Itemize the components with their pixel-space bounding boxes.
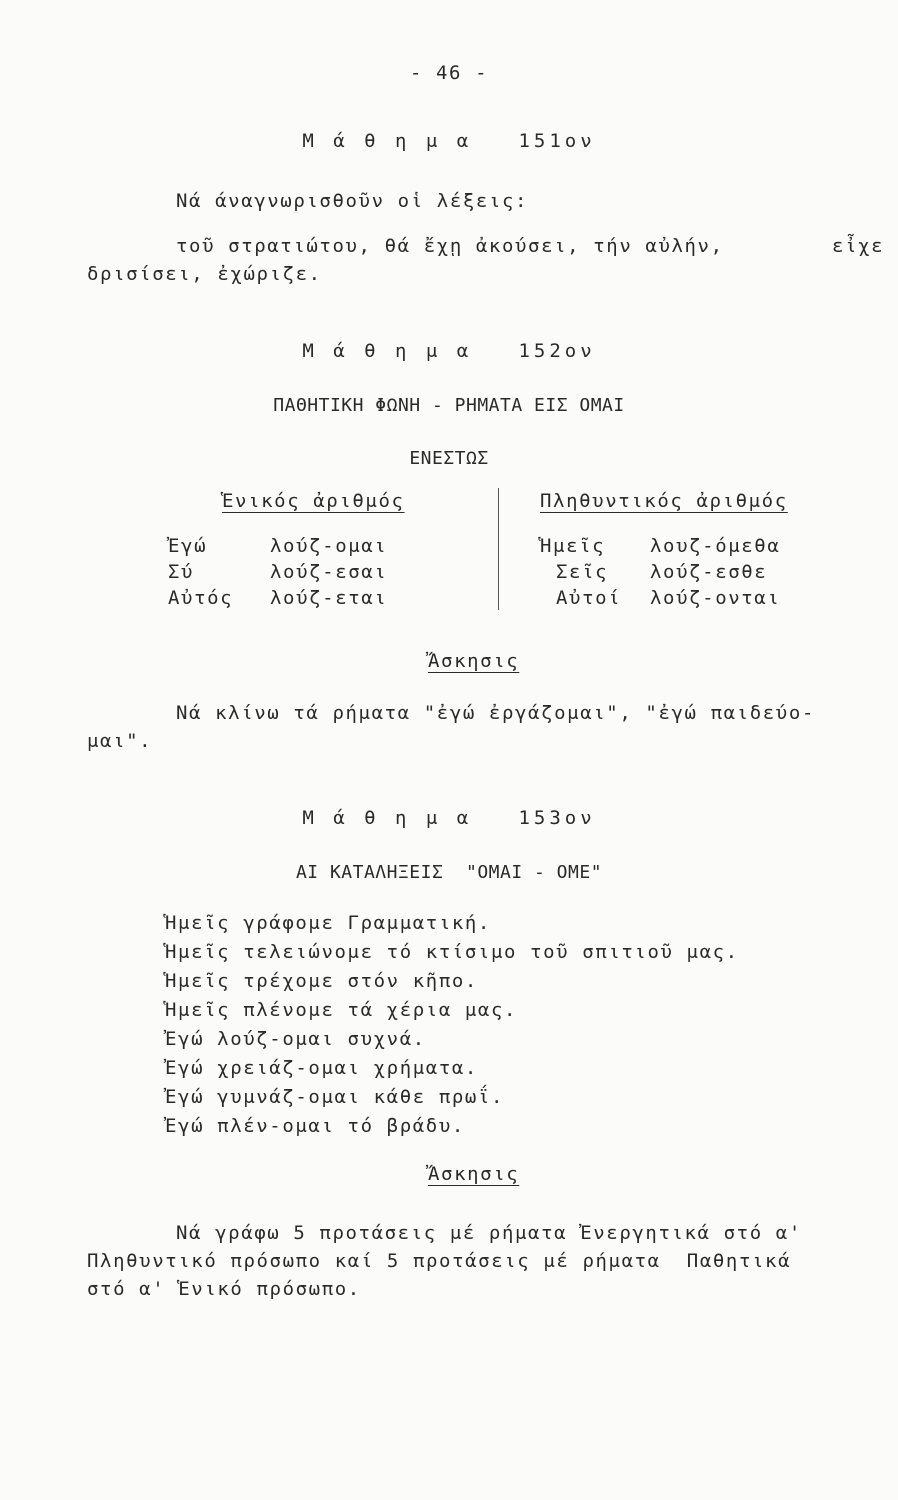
example-sentence: Ἐγώ πλέν-ομαι τό βράδυ.: [165, 1115, 465, 1137]
plural-pronoun: Σεῖς: [556, 561, 609, 583]
lesson-151-title: Μ ά θ η μ α 151ον: [302, 130, 596, 152]
table-divider: [498, 488, 499, 610]
singular-pronoun: Ἐγώ: [168, 535, 208, 557]
exercise-text-line1: Νά κλίνω τά ρήματα "ἐγώ ἐργάζομαι", "ἐγώ παιδεύο-: [176, 702, 815, 724]
lesson-151-words-line1-end: εἶχε: [832, 235, 885, 257]
example-sentence: Ἐγώ χρειάζ-ομαι χρήματα.: [165, 1057, 478, 1079]
exercise-title: Ἄσκησις: [428, 1163, 520, 1185]
lesson-151-words-line1: τοῦ στρατιώτου, θά ἔχῃ ἀκούσει, τήν αὐλήν,: [176, 235, 724, 257]
plural-header: Πληθυντικός ἀριθμός: [540, 490, 788, 512]
singular-header: Ἑνικός ἀριθμός: [222, 490, 405, 512]
lesson-151-words-line2: δρισίσει, ἐχώριζε.: [87, 263, 322, 285]
exercise-title: Ἄσκησις: [428, 650, 520, 672]
lesson-152-subtitle: ΠΑΘΗΤΙΚΗ ΦΩΝΗ - ΡΗΜΑΤΑ ΕΙΣ ΟΜΑΙ: [273, 395, 625, 416]
lesson-152-title: Μ ά θ η μ α 152ον: [302, 340, 596, 362]
plural-pronoun: Ἡμεῖς: [540, 535, 606, 557]
lesson-153-subtitle: ΑΙ ΚΑΤΑΛΗΞΕΙΣ "ΟΜΑΙ - ΟΜΕ": [295, 862, 603, 883]
exercise-text-line2: Πληθυντικό πρόσωπο καί 5 προτάσεις μέ ρήματα Παθητικά: [87, 1250, 792, 1272]
singular-verb: λούζ-εται: [270, 587, 388, 609]
singular-verb: λούζ-ομαι: [270, 535, 388, 557]
plural-pronoun: Αὐτοί: [556, 587, 622, 609]
singular-pronoun: Αὐτός: [168, 587, 234, 609]
example-sentence: Ἡμεῖς τελειώνομε τό κτίσιμο τοῦ σπιτιοῦ μας.: [165, 941, 739, 963]
example-sentence: Ἡμεῖς γράφομε Γραμματική.: [165, 912, 491, 934]
singular-verb: λούζ-εσαι: [270, 561, 388, 583]
exercise-text-line3: στό α' Ἑνικό πρόσωπο.: [87, 1278, 361, 1300]
singular-pronoun: Σύ: [168, 561, 195, 583]
exercise-text-line1: Νά γράφω 5 προτάσεις μέ ρήματα Ἐνεργητικά στό α': [176, 1222, 802, 1244]
lesson-151-instruction: Νά άναγνωρισθοῦν οἱ λέξεις:: [176, 190, 529, 212]
example-sentence: Ἐγώ γυμνάζ-ομαι κάθε πρωΐ.: [165, 1086, 505, 1108]
example-sentence: Ἐγώ λούζ-ομαι συχνά.: [165, 1028, 426, 1050]
page-number: - 46 -: [409, 62, 489, 84]
example-sentence: Ἡμεῖς πλένομε τά χέρια μας.: [165, 999, 518, 1021]
example-sentence: Ἡμεῖς τρέχομε στόν κῆπο.: [165, 970, 478, 992]
exercise-text-line2: μαι".: [87, 730, 153, 752]
lesson-153-title: Μ ά θ η μ α 153ον: [302, 807, 596, 829]
plural-verb: λούζ-ονται: [650, 587, 781, 609]
tense-heading: ΕΝΕΣΤΩΣ: [409, 448, 489, 469]
plural-verb: λουζ-όμεθα: [650, 535, 781, 557]
plural-verb: λούζ-εσθε: [650, 561, 768, 583]
